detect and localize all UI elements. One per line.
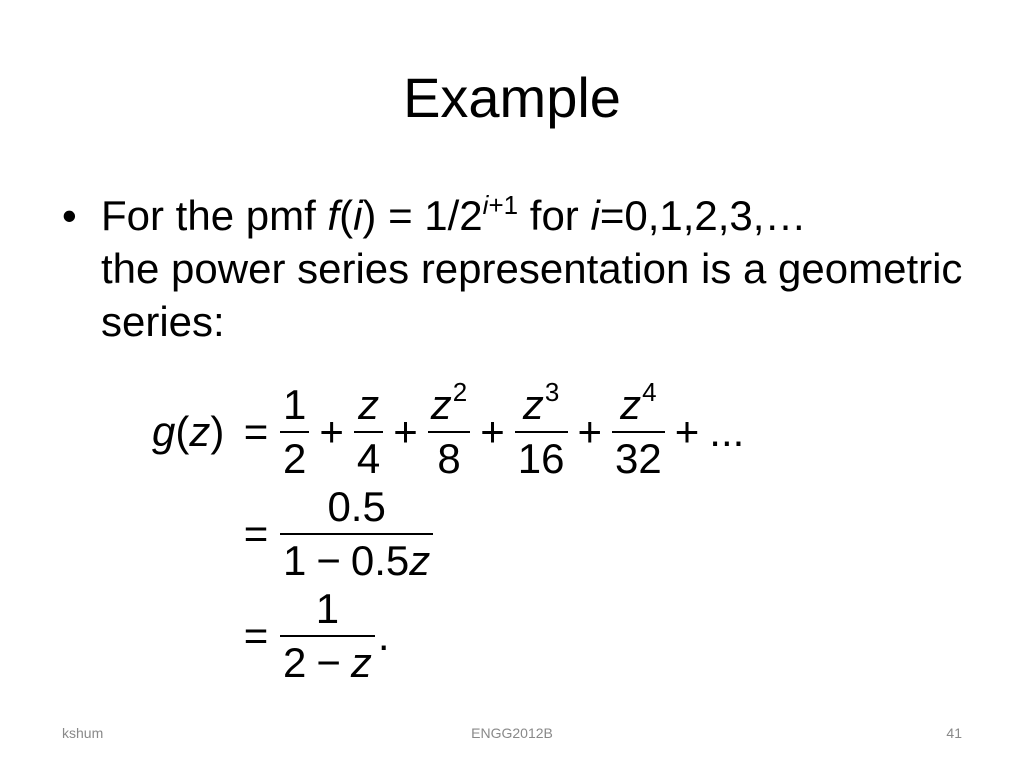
term-fraction <box>280 382 309 482</box>
fraction-bar <box>428 431 470 433</box>
numerator-exponent: 3 <box>544 377 560 407</box>
fraction-bar <box>280 533 433 535</box>
denominator <box>280 538 433 584</box>
denominator: 8 <box>437 435 461 482</box>
term-fraction <box>515 377 568 482</box>
numerator-variable: z <box>430 381 452 428</box>
footer-course: ENGG2012B <box>471 725 553 741</box>
numerator-exponent: 2 <box>452 377 468 407</box>
denominator-constant: 1 <box>283 537 307 584</box>
denominator: 2 <box>283 435 307 482</box>
text-segment: ( <box>339 192 354 239</box>
text-segment: for <box>518 192 591 239</box>
denominator-variable: z <box>350 639 372 686</box>
fraction-bar <box>354 431 383 433</box>
text-segment: For the pmf <box>101 192 328 239</box>
bullet-line-1 <box>101 189 1001 242</box>
series-expansion <box>280 377 745 482</box>
ellipsis: ... <box>709 408 745 455</box>
function-symbol: f <box>327 192 340 239</box>
footer-author: kshum <box>62 725 104 741</box>
term-fraction <box>354 382 383 482</box>
denominator-variable: z <box>409 537 431 584</box>
closed-form-fraction <box>280 484 433 584</box>
minus-sign: − <box>316 537 341 584</box>
close-paren: ) <box>210 408 225 455</box>
plus-sign: + <box>577 408 603 455</box>
denominator <box>280 640 375 686</box>
text-segment: series: <box>101 298 225 345</box>
minus-sign: − <box>316 639 341 686</box>
numerator <box>515 377 568 428</box>
fraction-bar <box>280 635 375 637</box>
numerator <box>612 377 665 428</box>
numerator-exponent: 4 <box>642 377 657 407</box>
fraction-bar <box>612 431 665 433</box>
open-paren: ( <box>175 408 190 455</box>
denominator: 32 <box>615 435 662 482</box>
denominator: 4 <box>356 435 381 482</box>
equation-lhs-spacer <box>152 586 232 686</box>
bullet-marker: • <box>62 192 77 239</box>
slide-title: Example <box>403 66 621 129</box>
closed-form <box>280 484 744 584</box>
plus-sign: + <box>480 408 505 455</box>
equals-sign: = <box>243 612 269 659</box>
plus-sign: + <box>393 408 418 455</box>
fraction-bar <box>515 431 568 433</box>
numerator: 1 <box>315 585 340 632</box>
equation-block <box>152 377 745 686</box>
sentence-period: . <box>377 612 390 659</box>
numerator-variable: z <box>522 381 544 428</box>
fraction-bar <box>280 431 309 433</box>
equals-sign: = <box>243 510 269 557</box>
plus-sign: + <box>674 408 700 455</box>
numerator: 1 <box>283 381 307 428</box>
bullet-line-2 <box>101 242 1001 295</box>
term-fraction <box>612 377 665 482</box>
exponent-offset: +1 <box>488 190 519 220</box>
numerator: 0.5 <box>327 483 386 530</box>
exponent-variable: i <box>482 190 489 220</box>
argument-variable: z <box>189 408 211 455</box>
numerator: z <box>358 381 380 428</box>
denominator-constant: 2 <box>283 639 307 686</box>
text-segment: the power series representation is a geometric <box>101 245 963 292</box>
equation-lhs <box>152 382 232 482</box>
numerator <box>428 377 470 428</box>
exponent <box>483 190 518 220</box>
footer-page-number: 41 <box>946 725 962 741</box>
bullet-line-3 <box>101 295 1001 348</box>
denominator: 16 <box>517 435 565 482</box>
term-fraction <box>428 377 470 482</box>
bullet-text <box>101 189 1001 348</box>
function-name: g <box>152 408 176 455</box>
equation-lhs-spacer <box>152 484 232 584</box>
equals-sign: = <box>243 408 269 455</box>
denominator-coefficient: 0.5 <box>350 537 410 584</box>
simplified-fraction <box>280 586 375 686</box>
index-variable: i <box>353 192 363 239</box>
numerator-variable: z <box>620 381 642 428</box>
text-segment: =0,1,2,3,… <box>599 192 807 239</box>
simplified-form <box>280 586 744 686</box>
plus-sign: + <box>319 408 344 455</box>
text-segment: ) = 1/2 <box>362 192 483 239</box>
index-variable: i <box>590 192 600 239</box>
